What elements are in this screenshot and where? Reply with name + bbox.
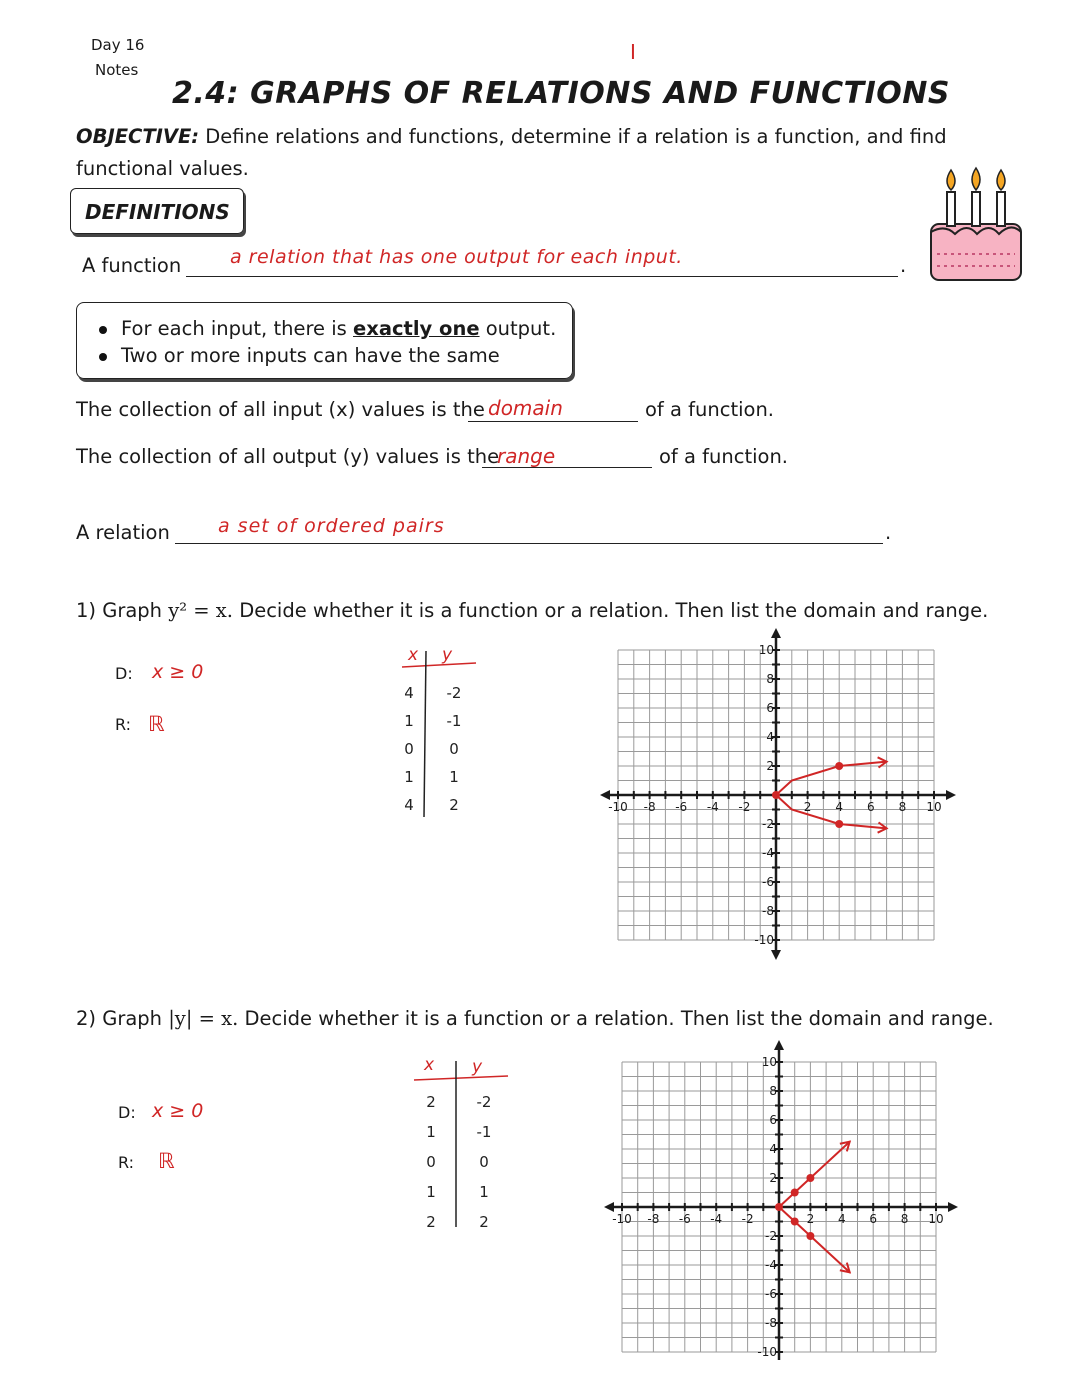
domain-definition-text: The collection of all input (x) values is the [76,398,485,421]
problem-1-range-answer: ℝ [148,712,165,736]
function-answer-line [186,276,898,277]
x-tick-label: 2 [806,1212,815,1226]
problem-2-number: 2) Graph [76,1007,163,1030]
table-x-value: 2 [426,1093,436,1111]
table-x-value: 1 [404,712,414,730]
rule-bullet-2 [99,344,500,367]
table-y-value: -2 [476,1093,492,1111]
problem-1-prompt [76,599,988,622]
y-tick-label: -2 [765,1229,777,1243]
bullet-dot [99,326,107,334]
rule-1-text: For each input, there is [121,317,354,340]
domain-answer-line [468,421,638,422]
table-x-header: x [424,1055,435,1075]
range-definition-text: The collection of all output (y) values is the [76,445,500,468]
rule-2-text: Two or more inputs can have the same [121,344,500,367]
range-answer: range [497,444,556,468]
x-tick-label: 6 [869,1212,878,1226]
plotted-point [806,1174,814,1182]
x-tick-label: -10 [608,800,628,814]
x-tick-label: 2 [803,800,812,814]
table-y-header: y [442,645,453,665]
x-axis-arrow-left [604,1202,614,1212]
plotted-point [772,791,780,799]
table-y-value: 2 [479,1213,489,1231]
page-title: 2.4: GRAPHS OF RELATIONS AND FUNCTIONS [172,76,950,111]
y-tick-label: -8 [762,904,774,918]
table-y-value: 1 [449,768,459,786]
x-tick-label: -8 [647,1212,660,1226]
range-definition-end: of a function. [659,445,788,468]
x-tick-label: -6 [675,800,688,814]
table-x-value: 4 [404,796,414,814]
x-tick-label: -10 [612,1212,632,1226]
y-tick-label: 10 [761,1055,777,1069]
table-y-value: 1 [479,1183,489,1201]
problem-2-xy-table [410,1055,510,1230]
y-tick-label: 2 [766,759,774,773]
x-tick-label: 4 [835,800,844,814]
y-tick-label: 10 [758,643,774,657]
problem-2-range-answer: ℝ [158,1149,175,1173]
plotted-point [791,1189,799,1197]
problem-1-range-label: R: [115,715,132,734]
birthday-cake-icon [925,162,1027,284]
y-tick-label: 4 [769,1142,777,1156]
series-line [776,762,887,795]
function-label: A function [82,254,182,277]
x-tick-label: -6 [678,1212,691,1226]
domain-definition-end: of a function. [645,398,774,421]
y-axis-arrow-up [774,1040,784,1050]
y-tick-label: 2 [769,1171,777,1185]
y-tick-label: 8 [766,672,774,686]
objective-text-1: Define relations and functions, determine if a relation is a function, and find [205,125,947,148]
table-y-column [464,1087,504,1237]
x-tick-label: 8 [898,800,907,814]
problem-2-equation: |y| = x. [168,1007,239,1030]
table-x-value: 0 [404,740,414,758]
table-x-column [398,679,420,819]
x-tick-label: -4 [710,1212,723,1226]
table-x-value: 1 [404,768,414,786]
y-tick-label: -2 [762,817,774,831]
plotted-point [775,1203,783,1211]
y-axis-arrow-up [771,628,781,638]
y-tick-label: -6 [765,1287,777,1301]
function-period: . [900,254,907,277]
definitions-heading: DEFINITIONS [85,200,230,224]
problem-1-number: 1) Graph [76,599,163,622]
table-x-value: 2 [426,1213,436,1231]
table-y-value: -1 [446,712,462,730]
table-y-value: 2 [449,796,459,814]
function-rules-box [76,302,573,379]
x-tick-label: -4 [706,800,719,814]
notes-label: Notes [95,61,139,79]
problem-2-range-label: R: [118,1153,135,1172]
y-tick-label: 6 [769,1113,777,1127]
x-tick-label: 4 [837,1212,846,1226]
table-x-value: 0 [426,1153,436,1171]
problem-1-domain-answer: x ≥ 0 [152,661,204,683]
rule-1-end: output. [479,317,557,340]
y-tick-label: 6 [766,701,774,715]
problem-1-graph [596,626,960,962]
rule-1-emphasis: exactly one [353,317,480,340]
table-x-column [416,1087,446,1237]
series-line [779,1142,850,1207]
table-y-value: -2 [446,684,462,702]
pen-tick-mark: I [630,40,636,64]
problem-1-equation: y² = x. [168,599,233,622]
relation-label: A relation [76,521,170,544]
objective-line-1 [76,125,947,148]
table-y-column [436,679,472,819]
problem-2-instructions: Decide whether it is a function or a relation. Then list the domain and range. [244,1007,994,1030]
problem-1-domain-label: D: [115,664,133,683]
rule-bullet-1 [99,317,556,340]
table-y-value: 0 [479,1153,489,1171]
x-tick-label: 10 [928,1212,944,1226]
x-tick-label: 6 [866,800,875,814]
table-x-header: x [408,645,419,665]
x-tick-label: -8 [643,800,656,814]
plotted-point [835,762,843,770]
x-tick-label: -2 [741,1212,754,1226]
problem-2-domain-label: D: [118,1103,136,1122]
y-tick-label: -4 [762,846,774,860]
x-axis-arrow-right [948,1202,958,1212]
y-tick-label: -10 [757,1345,777,1359]
problem-2-prompt [76,1007,994,1030]
table-y-value: 0 [449,740,459,758]
y-tick-label: -6 [762,875,774,889]
problem-2-domain-answer: x ≥ 0 [152,1100,204,1122]
day-label: Day 16 [91,36,145,54]
function-answer: a relation that has one output for each input. [230,246,683,268]
plotted-point [806,1232,814,1240]
x-tick-label: 10 [926,800,942,814]
x-axis-arrow-left [600,790,610,800]
domain-answer: domain [488,396,563,420]
x-tick-label: -2 [738,800,751,814]
y-tick-label: 8 [769,1084,777,1098]
table-y-value: -1 [476,1123,492,1141]
x-axis-arrow-right [946,790,956,800]
relation-answer-line [175,543,883,544]
table-y-header: y [472,1057,483,1077]
table-x-value: 1 [426,1183,436,1201]
bullet-dot [99,353,107,361]
relation-answer: a set of ordered pairs [218,515,445,537]
y-axis-arrow-down [771,950,781,960]
x-tick-label: 8 [900,1212,909,1226]
y-tick-label: -8 [765,1316,777,1330]
y-tick-label: -10 [754,933,774,947]
objective-line-2: functional values. [76,157,249,180]
problem-1-xy-table [392,645,482,820]
problem-1-instructions: Decide whether it is a function or a relation. Then list the domain and range. [239,599,989,622]
problem-2-graph [598,1040,962,1360]
y-tick-label: 4 [766,730,774,744]
plotted-point [791,1218,799,1226]
table-x-value: 1 [426,1123,436,1141]
objective-label: OBJECTIVE: [76,125,200,148]
relation-period: . [885,521,892,544]
y-tick-label: -4 [765,1258,777,1272]
plotted-point [835,820,843,828]
table-x-value: 4 [404,684,414,702]
